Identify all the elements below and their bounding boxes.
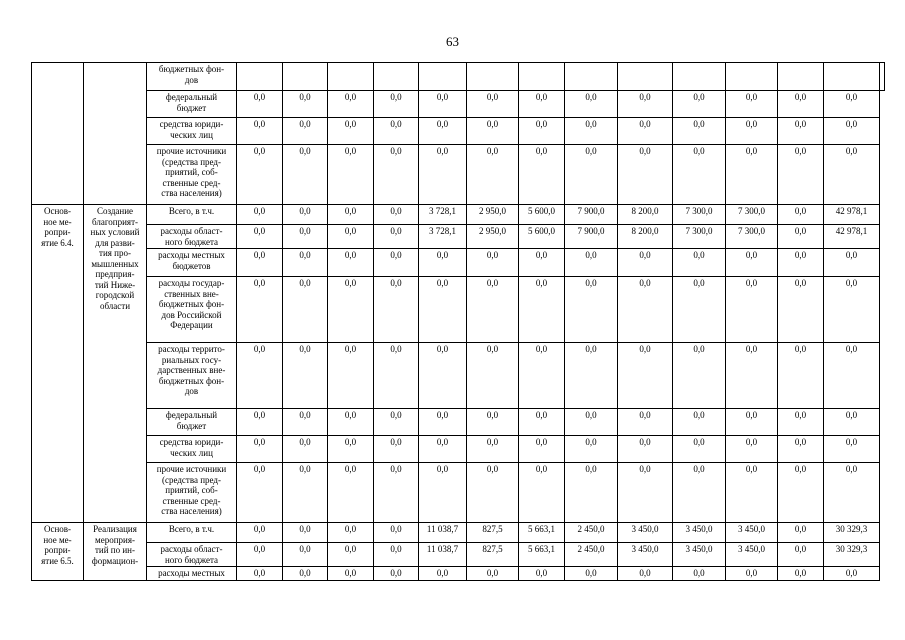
value-cell: 0,0 bbox=[824, 343, 880, 409]
value-cell: 0,0 bbox=[673, 249, 726, 277]
value-cell: 0,0 bbox=[374, 277, 419, 343]
value-cell: 0,0 bbox=[673, 436, 726, 463]
value-cell: 0,0 bbox=[565, 145, 618, 205]
value-cell: 827,5 bbox=[467, 543, 519, 567]
value-cell bbox=[328, 63, 374, 91]
value-cell: 0,0 bbox=[726, 409, 778, 436]
value-cell: 0,0 bbox=[419, 343, 467, 409]
value-cell: 0,0 bbox=[824, 277, 880, 343]
value-cell: 30 329,3 bbox=[824, 523, 880, 543]
value-cell: 0,0 bbox=[778, 543, 824, 567]
value-cell: 0,0 bbox=[467, 436, 519, 463]
value-cell: 0,0 bbox=[824, 567, 880, 581]
value-cell: 0,0 bbox=[519, 567, 565, 581]
value-cell: 0,0 bbox=[778, 277, 824, 343]
value-cell: 0,0 bbox=[565, 409, 618, 436]
value-cell: 0,0 bbox=[374, 118, 419, 145]
value-cell: 0,0 bbox=[467, 91, 519, 118]
value-cell: 3 450,0 bbox=[618, 543, 673, 567]
value-cell: 0,0 bbox=[419, 567, 467, 581]
value-cell: 0,0 bbox=[778, 343, 824, 409]
value-cell: 0,0 bbox=[519, 277, 565, 343]
value-cell: 0,0 bbox=[519, 436, 565, 463]
value-cell: 0,0 bbox=[283, 543, 328, 567]
value-cell: 8 200,0 bbox=[618, 225, 673, 249]
value-cell: 2 950,0 bbox=[467, 225, 519, 249]
value-cell: 0,0 bbox=[726, 463, 778, 523]
table-row bbox=[32, 567, 885, 581]
value-cell: 0,0 bbox=[237, 567, 283, 581]
table-row bbox=[32, 225, 885, 249]
funding-source-label: Всего, в т.ч. bbox=[147, 205, 237, 225]
value-cell: 0,0 bbox=[283, 277, 328, 343]
value-cell: 0,0 bbox=[419, 145, 467, 205]
value-cell bbox=[880, 63, 885, 91]
value-cell: 0,0 bbox=[673, 409, 726, 436]
value-cell: 0,0 bbox=[618, 249, 673, 277]
value-cell: 0,0 bbox=[778, 118, 824, 145]
table-row bbox=[32, 118, 885, 145]
value-cell: 0,0 bbox=[237, 436, 283, 463]
value-cell: 0,0 bbox=[726, 145, 778, 205]
value-cell: 7 900,0 bbox=[565, 205, 618, 225]
value-cell: 7 300,0 bbox=[673, 225, 726, 249]
value-cell: 0,0 bbox=[618, 277, 673, 343]
value-cell: 0,0 bbox=[565, 277, 618, 343]
value-cell: 0,0 bbox=[283, 225, 328, 249]
value-cell: 0,0 bbox=[824, 145, 880, 205]
value-cell bbox=[778, 63, 824, 91]
value-cell: 0,0 bbox=[726, 91, 778, 118]
value-cell: 0,0 bbox=[283, 463, 328, 523]
value-cell: 0,0 bbox=[237, 463, 283, 523]
funding-source-label: бюджетных фон- дов bbox=[147, 63, 237, 91]
value-cell: 0,0 bbox=[374, 145, 419, 205]
value-cell: 0,0 bbox=[778, 523, 824, 543]
value-cell: 0,0 bbox=[328, 118, 374, 145]
value-cell: 0,0 bbox=[328, 225, 374, 249]
value-cell: 0,0 bbox=[467, 567, 519, 581]
value-cell: 0,0 bbox=[467, 343, 519, 409]
value-cell: 0,0 bbox=[519, 145, 565, 205]
value-cell: 2 950,0 bbox=[467, 205, 519, 225]
value-cell: 0,0 bbox=[778, 409, 824, 436]
value-cell: 0,0 bbox=[328, 277, 374, 343]
value-cell: 0,0 bbox=[419, 91, 467, 118]
value-cell: 0,0 bbox=[328, 567, 374, 581]
value-cell bbox=[467, 63, 519, 91]
value-cell: 0,0 bbox=[824, 118, 880, 145]
activity-name-cell bbox=[84, 63, 147, 205]
value-cell: 0,0 bbox=[726, 436, 778, 463]
value-cell: 827,5 bbox=[467, 523, 519, 543]
value-cell: 0,0 bbox=[328, 409, 374, 436]
value-cell: 5 663,1 bbox=[519, 523, 565, 543]
activity-name-cell: Реализация мероприя- тий по ин- формацион- bbox=[84, 523, 147, 581]
value-cell: 0,0 bbox=[237, 523, 283, 543]
value-cell: 0,0 bbox=[283, 118, 328, 145]
value-cell: 3 728,1 bbox=[419, 225, 467, 249]
funding-source-label: федеральный бюджет bbox=[147, 409, 237, 436]
value-cell: 0,0 bbox=[824, 409, 880, 436]
funding-source-label: прочие источники (средства пред- приятий, соб- ственные сред- ства населения) bbox=[147, 463, 237, 523]
value-cell: 0,0 bbox=[237, 409, 283, 436]
value-cell bbox=[726, 63, 778, 91]
funding-source-label: федеральный бюджет bbox=[147, 91, 237, 118]
value-cell: 0,0 bbox=[419, 249, 467, 277]
value-cell: 0,0 bbox=[778, 91, 824, 118]
value-cell: 0,0 bbox=[673, 463, 726, 523]
table-row bbox=[32, 436, 885, 463]
value-cell: 0,0 bbox=[778, 205, 824, 225]
value-cell bbox=[565, 63, 618, 91]
table-row bbox=[32, 277, 885, 343]
value-cell: 0,0 bbox=[673, 118, 726, 145]
value-cell: 0,0 bbox=[519, 118, 565, 145]
value-cell: 0,0 bbox=[824, 463, 880, 523]
value-cell: 0,0 bbox=[328, 91, 374, 118]
value-cell: 0,0 bbox=[673, 343, 726, 409]
funding-source-label: расходы государ- ственных вне- бюджетных фон- дов Российской Федерации bbox=[147, 277, 237, 343]
value-cell: 0,0 bbox=[328, 436, 374, 463]
value-cell: 11 038,7 bbox=[419, 523, 467, 543]
page-number: 63 bbox=[446, 34, 459, 49]
funding-source-label: Всего, в т.ч. bbox=[147, 523, 237, 543]
value-cell: 0,0 bbox=[519, 409, 565, 436]
value-cell: 7 300,0 bbox=[726, 225, 778, 249]
value-cell: 0,0 bbox=[283, 523, 328, 543]
funding-source-label: расходы местных бюджетов bbox=[147, 249, 237, 277]
value-cell: 0,0 bbox=[374, 463, 419, 523]
table-row bbox=[32, 543, 885, 567]
value-cell: 3 450,0 bbox=[618, 523, 673, 543]
value-cell bbox=[519, 63, 565, 91]
value-cell: 0,0 bbox=[673, 567, 726, 581]
value-cell: 0,0 bbox=[778, 463, 824, 523]
value-cell: 42 978,1 bbox=[824, 205, 880, 225]
value-cell bbox=[419, 63, 467, 91]
value-cell: 0,0 bbox=[237, 91, 283, 118]
value-cell: 0,0 bbox=[467, 118, 519, 145]
value-cell: 0,0 bbox=[824, 249, 880, 277]
value-cell: 0,0 bbox=[237, 543, 283, 567]
table-row bbox=[32, 463, 885, 523]
value-cell: 0,0 bbox=[467, 249, 519, 277]
table-row bbox=[32, 145, 885, 205]
activity-code-cell: Основ- ное ме- ропри- ятие 6.4. bbox=[32, 205, 84, 523]
value-cell: 7 900,0 bbox=[565, 225, 618, 249]
value-cell: 0,0 bbox=[283, 91, 328, 118]
value-cell: 0,0 bbox=[467, 463, 519, 523]
value-cell: 0,0 bbox=[374, 409, 419, 436]
value-cell: 0,0 bbox=[618, 463, 673, 523]
value-cell: 7 300,0 bbox=[726, 205, 778, 225]
value-cell: 3 450,0 bbox=[673, 523, 726, 543]
value-cell: 0,0 bbox=[237, 249, 283, 277]
value-cell: 0,0 bbox=[726, 277, 778, 343]
value-cell bbox=[618, 63, 673, 91]
value-cell: 0,0 bbox=[328, 523, 374, 543]
value-cell: 0,0 bbox=[726, 343, 778, 409]
value-cell: 2 450,0 bbox=[565, 543, 618, 567]
value-cell: 0,0 bbox=[618, 343, 673, 409]
value-cell: 0,0 bbox=[419, 463, 467, 523]
value-cell: 0,0 bbox=[824, 436, 880, 463]
value-cell: 0,0 bbox=[237, 145, 283, 205]
funding-source-label: расходы област- ного бюджета bbox=[147, 543, 237, 567]
value-cell: 0,0 bbox=[237, 225, 283, 249]
value-cell: 0,0 bbox=[618, 145, 673, 205]
value-cell: 0,0 bbox=[328, 343, 374, 409]
value-cell: 0,0 bbox=[519, 249, 565, 277]
funding-source-label: расходы местных bbox=[147, 567, 237, 581]
value-cell: 0,0 bbox=[565, 463, 618, 523]
value-cell: 0,0 bbox=[374, 225, 419, 249]
value-cell: 0,0 bbox=[467, 277, 519, 343]
value-cell: 0,0 bbox=[328, 463, 374, 523]
value-cell: 0,0 bbox=[328, 249, 374, 277]
value-cell: 0,0 bbox=[467, 145, 519, 205]
value-cell: 0,0 bbox=[618, 118, 673, 145]
value-cell: 0,0 bbox=[374, 91, 419, 118]
budget-table bbox=[31, 62, 885, 581]
table-row bbox=[32, 523, 885, 543]
value-cell: 0,0 bbox=[565, 91, 618, 118]
value-cell bbox=[283, 63, 328, 91]
value-cell: 0,0 bbox=[824, 91, 880, 118]
value-cell: 0,0 bbox=[283, 205, 328, 225]
value-cell: 0,0 bbox=[283, 343, 328, 409]
value-cell: 0,0 bbox=[237, 343, 283, 409]
value-cell: 0,0 bbox=[467, 409, 519, 436]
activity-code-cell bbox=[32, 63, 84, 205]
value-cell bbox=[673, 63, 726, 91]
value-cell: 0,0 bbox=[673, 91, 726, 118]
value-cell: 0,0 bbox=[419, 409, 467, 436]
value-cell: 0,0 bbox=[673, 277, 726, 343]
funding-source-label: расходы террито- риальных госу- дарственных вне- бюджетных фон- дов bbox=[147, 343, 237, 409]
value-cell: 3 450,0 bbox=[673, 543, 726, 567]
value-cell: 0,0 bbox=[778, 145, 824, 205]
value-cell: 0,0 bbox=[565, 118, 618, 145]
value-cell: 0,0 bbox=[726, 249, 778, 277]
value-cell: 0,0 bbox=[374, 205, 419, 225]
value-cell bbox=[237, 63, 283, 91]
value-cell: 0,0 bbox=[673, 145, 726, 205]
value-cell: 0,0 bbox=[328, 205, 374, 225]
value-cell: 3 450,0 bbox=[726, 543, 778, 567]
funding-source-label: средства юриди- ческих лиц bbox=[147, 436, 237, 463]
value-cell: 0,0 bbox=[778, 225, 824, 249]
value-cell: 0,0 bbox=[237, 277, 283, 343]
table-row bbox=[32, 249, 885, 277]
value-cell: 30 329,3 bbox=[824, 543, 880, 567]
value-cell: 0,0 bbox=[618, 91, 673, 118]
value-cell: 0,0 bbox=[519, 463, 565, 523]
value-cell: 0,0 bbox=[283, 249, 328, 277]
value-cell: 0,0 bbox=[618, 567, 673, 581]
value-cell: 0,0 bbox=[283, 145, 328, 205]
value-cell: 5 600,0 bbox=[519, 205, 565, 225]
value-cell: 0,0 bbox=[419, 277, 467, 343]
value-cell: 0,0 bbox=[283, 567, 328, 581]
value-cell: 8 200,0 bbox=[618, 205, 673, 225]
value-cell: 0,0 bbox=[374, 543, 419, 567]
value-cell: 5 600,0 bbox=[519, 225, 565, 249]
table-row bbox=[32, 63, 885, 91]
value-cell: 0,0 bbox=[565, 436, 618, 463]
funding-source-label: расходы област- ного бюджета bbox=[147, 225, 237, 249]
value-cell: 0,0 bbox=[519, 343, 565, 409]
funding-source-label: средства юриди- ческих лиц bbox=[147, 118, 237, 145]
value-cell: 0,0 bbox=[726, 567, 778, 581]
activity-name-cell: Создание благоприят- ных условий для разви- тия про- мышленных предприя- тий Ниже- городской области bbox=[84, 205, 147, 523]
value-cell: 42 978,1 bbox=[824, 225, 880, 249]
value-cell: 0,0 bbox=[565, 343, 618, 409]
value-cell: 0,0 bbox=[374, 567, 419, 581]
value-cell: 0,0 bbox=[328, 145, 374, 205]
value-cell: 0,0 bbox=[565, 249, 618, 277]
value-cell: 0,0 bbox=[374, 436, 419, 463]
table-row bbox=[32, 343, 885, 409]
value-cell: 3 450,0 bbox=[726, 523, 778, 543]
value-cell: 0,0 bbox=[618, 409, 673, 436]
value-cell: 7 300,0 bbox=[673, 205, 726, 225]
value-cell: 0,0 bbox=[419, 436, 467, 463]
value-cell bbox=[824, 63, 880, 91]
value-cell bbox=[374, 63, 419, 91]
value-cell: 0,0 bbox=[374, 343, 419, 409]
value-cell: 0,0 bbox=[618, 436, 673, 463]
value-cell: 0,0 bbox=[419, 118, 467, 145]
value-cell: 0,0 bbox=[283, 409, 328, 436]
value-cell: 3 728,1 bbox=[419, 205, 467, 225]
table-row bbox=[32, 205, 885, 225]
activity-code-cell: Основ- ное ме- ропри- ятие 6.5. bbox=[32, 523, 84, 581]
value-cell: 0,0 bbox=[328, 543, 374, 567]
value-cell: 0,0 bbox=[726, 118, 778, 145]
value-cell: 0,0 bbox=[237, 118, 283, 145]
value-cell: 0,0 bbox=[778, 567, 824, 581]
value-cell: 2 450,0 bbox=[565, 523, 618, 543]
value-cell: 0,0 bbox=[283, 436, 328, 463]
value-cell: 0,0 bbox=[519, 91, 565, 118]
value-cell: 0,0 bbox=[778, 436, 824, 463]
value-cell: 5 663,1 bbox=[519, 543, 565, 567]
value-cell: 0,0 bbox=[374, 523, 419, 543]
table-row bbox=[32, 91, 885, 118]
funding-source-label: прочие источники (средства пред- приятий, соб- ственные сред- ства населения) bbox=[147, 145, 237, 205]
value-cell: 11 038,7 bbox=[419, 543, 467, 567]
table-row bbox=[32, 409, 885, 436]
value-cell: 0,0 bbox=[565, 567, 618, 581]
value-cell: 0,0 bbox=[374, 249, 419, 277]
value-cell: 0,0 bbox=[237, 205, 283, 225]
value-cell: 0,0 bbox=[778, 249, 824, 277]
